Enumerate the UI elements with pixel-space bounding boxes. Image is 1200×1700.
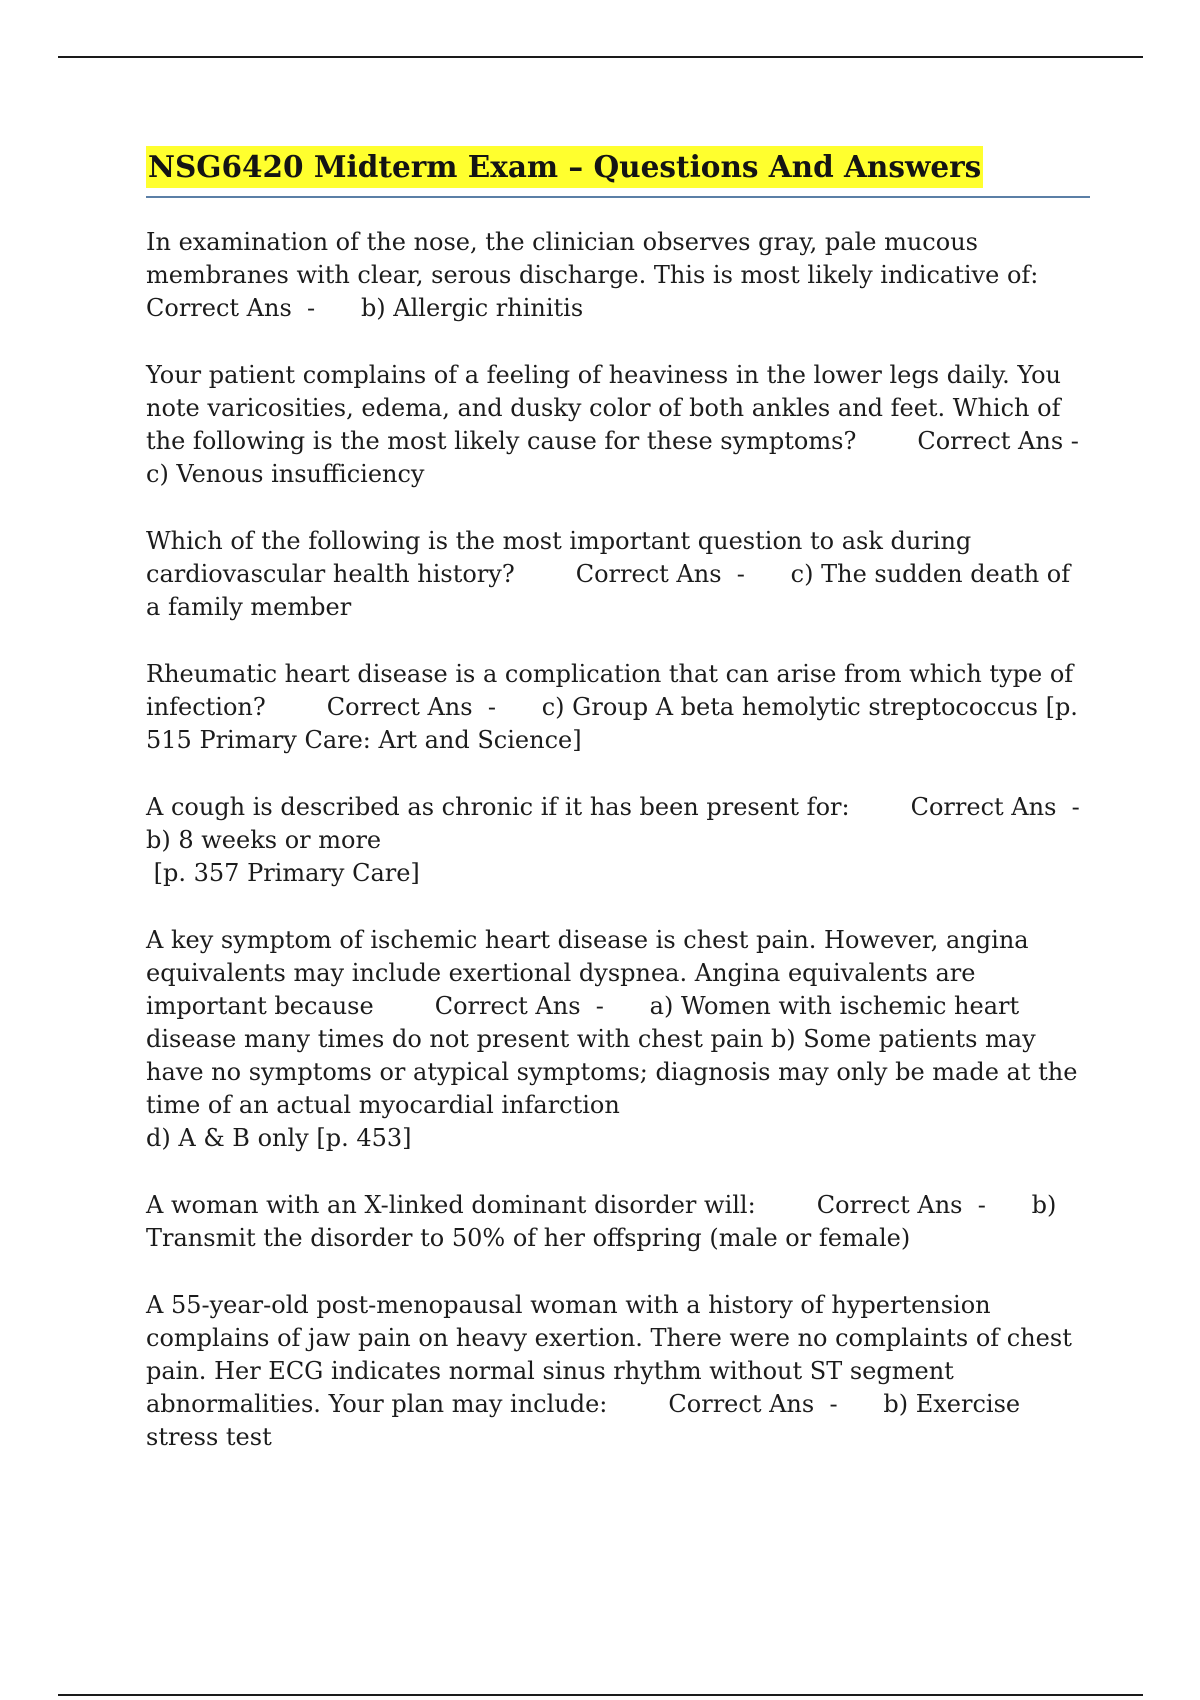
document-body: [146, 146, 1090, 1488]
correct-answer-marker: Correct Ans -: [575, 560, 745, 588]
qa-item: [146, 525, 1090, 624]
header-rule: [58, 56, 1143, 58]
question-text: In examination of the nose, the clinician observes gray, pale mucous membranes with clear, serous discharge. This is most likely indicative of:: [146, 228, 1039, 289]
question-text: Rheumatic heart disease is a complication that can arise from which type of infection?: [146, 660, 1081, 721]
correct-answer-marker: Correct Ans -: [146, 294, 316, 322]
question-text: Your patient complains of a feeling of heaviness in the lower legs daily. You note varicosities, edema, and dusky color of both ankles and feet. Which of the following is the most likely cause for these symptoms?: [146, 361, 1069, 455]
correct-answer-marker: Correct Ans -: [434, 992, 604, 1020]
document-title: NSG6420 Midterm Exam – Questions And Answers: [146, 146, 983, 188]
question-text: A woman with an X-linked dominant disorder will:: [146, 1191, 756, 1219]
correct-answer-marker: Correct Ans -: [668, 1390, 838, 1418]
answer-text: b) Allergic rhinitis: [360, 294, 584, 322]
question-text: A 55-year-old post-menopausal woman with a history of hypertension complains of jaw pain on heavy exertion. There were no complaints of chest pain. Her ECG indicates normal sinus rhythm without ST segment abnormalities. Your plan may include:: [146, 1291, 1080, 1418]
qa-item: [146, 1289, 1090, 1454]
footer-rule: [58, 1694, 1143, 1696]
qa-item: [146, 226, 1090, 325]
question-text: A key symptom of ischemic heart disease is chest pain. However, angina equivalents may include exertional dyspnea. Angina equivalents are important because: [146, 926, 1037, 1020]
qa-item: [146, 924, 1090, 1155]
question-text: Which of the following is the most important question to ask during cardiovascular health history?: [146, 527, 979, 588]
answer-text: b) 8 weeks or more [p. 357 Primary Care]: [146, 826, 420, 887]
title-block: [146, 146, 1090, 198]
answer-text: b) Transmit the disorder to 50% of her offspring (male or female): [146, 1191, 1065, 1252]
correct-answer-marker: Correct Ans -: [326, 693, 496, 721]
qa-item: [146, 791, 1090, 890]
qa-item: [146, 658, 1090, 757]
qa-item: [146, 1189, 1090, 1255]
answer-text: c) The sudden death of a family member: [146, 560, 1078, 621]
question-text: A cough is described as chronic if it has been present for:: [146, 793, 850, 821]
correct-answer-marker: Correct Ans -: [910, 793, 1080, 821]
qa-item: [146, 359, 1090, 491]
answer-text: c) Venous insufficiency: [146, 460, 425, 488]
correct-answer-marker: Correct Ans -: [816, 1191, 986, 1219]
answer-text: a) Women with ischemic heart disease many times do not present with chest pain b) Some patients may have no symptoms or atypical symptoms; diagnosis may only be made at the time of an actual myocardial infarction d) A & B only [p. 453]: [146, 992, 1078, 1152]
answer-text: b) Exercise stress test: [146, 1390, 1028, 1451]
correct-answer-marker: Correct Ans -: [917, 427, 1079, 455]
answer-text: c) Group A beta hemolytic streptococcus [p. 515 Primary Care: Art and Science]: [146, 693, 1086, 754]
